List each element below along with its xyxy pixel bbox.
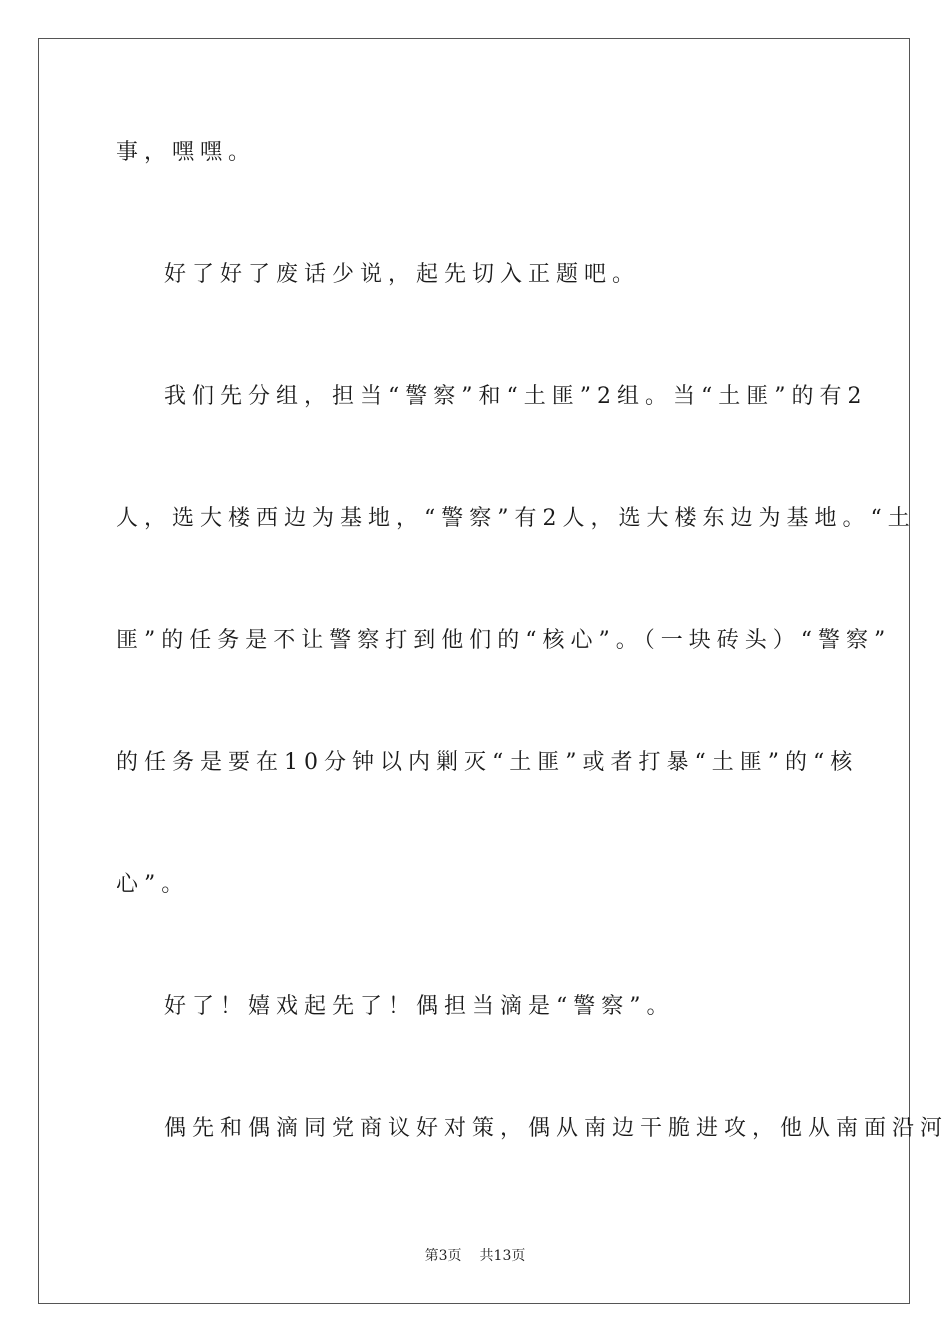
text-line-1: 事，嘿嘿。 xyxy=(116,140,257,165)
page-total: 共13页 xyxy=(479,1248,526,1264)
text-line-3: 我们先分组，担当“警察”和“土匪”2组。当“土匪”的有2 xyxy=(164,384,868,409)
page-number: 第3页 xyxy=(424,1248,462,1264)
text-line-5: 匪”的任务是不让警察打到他们的“核心”。（一块砖头）“警察” xyxy=(116,628,892,653)
text-line-9: 偶先和偶滴同党商议好对策，偶从南边干脆进攻，他从南面沿河 xyxy=(164,1116,949,1141)
page-footer xyxy=(0,1246,950,1266)
text-line-7: 心”。 xyxy=(116,872,190,897)
text-line-4: 人，选大楼西边为基地，“警察”有2人，选大楼东边为基地。“土 xyxy=(116,506,916,531)
text-line-8: 好了！嬉戏起先了！偶担当滴是“警察”。 xyxy=(164,994,675,1019)
text-line-6: 的任务是要在10分钟以内剿灭“土匪”或者打暴“土匪”的“核 xyxy=(116,750,859,775)
text-line-2: 好了好了废话少说，起先切入正题吧。 xyxy=(164,262,641,287)
